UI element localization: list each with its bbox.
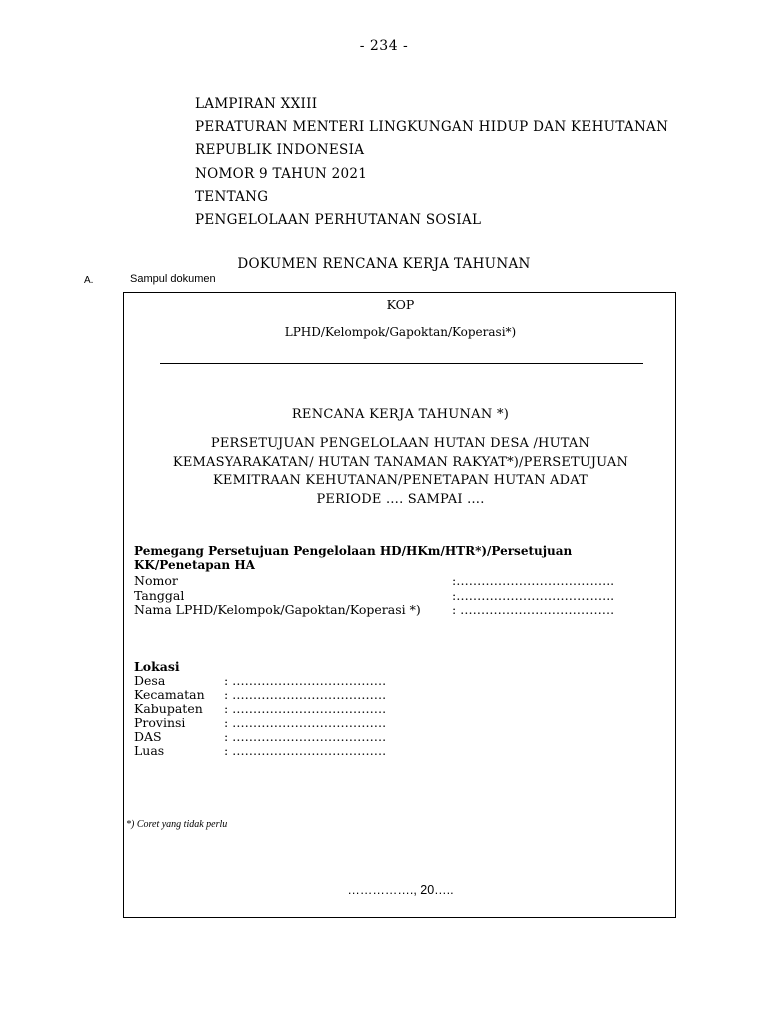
field-label-tanggal: Tanggal [134, 588, 185, 603]
location-label-kecamatan: Kecamatan [134, 687, 205, 702]
approval-line: PERIODE …. SAMPAI …. [316, 491, 485, 507]
field-label-nomor: Nomor [134, 573, 178, 588]
location-value-kabupaten: : ………………………………. [224, 701, 387, 716]
cover-page-box [123, 292, 676, 918]
location-value-kecamatan: : ………………………………. [224, 687, 387, 702]
location-value-luas: : ………………………………. [224, 743, 387, 758]
footnote: *) Coret yang tidak perlu [126, 819, 228, 830]
location-label-das: DAS [134, 729, 162, 744]
place-date-line: ……………., 20….. [347, 883, 454, 897]
header-line-attachment: LAMPIRAN XXIII [195, 96, 318, 112]
field-value-nomor: :……………………………….. [452, 573, 615, 588]
section-letter: A. [84, 275, 94, 286]
location-heading: Lokasi [134, 659, 180, 674]
regulation-header [195, 93, 668, 232]
holder-heading-line: Pemegang Persetujuan Pengelolaan HD/HKm/HTR*)/Persetujuan [134, 544, 573, 558]
section-label: Sampul dokumen [130, 273, 216, 285]
document-title: DOKUMEN RENCANA KERJA TAHUNAN [237, 256, 531, 272]
rkt-title: RENCANA KERJA TAHUNAN *) [291, 407, 510, 422]
holder-heading [134, 545, 572, 572]
holder-heading-line: KK/Penetapan HA [134, 557, 255, 572]
header-line-country: REPUBLIK INDONESIA [195, 142, 365, 159]
organization-label: LPHD/Kelompok/Gapoktan/Koperasi*) [284, 325, 517, 339]
field-value-nama: : ………………………………. [452, 602, 615, 617]
header-line-subject: PENGELOLAAN PERHUTANAN SOSIAL [195, 211, 482, 228]
location-value-provinsi: : ………………………………. [224, 715, 387, 730]
approval-line: KEMITRAAN KEHUTANAN/PENETAPAN HUTAN ADAT [213, 473, 588, 488]
location-label-desa: Desa [134, 673, 166, 688]
kop-label: KOP [386, 297, 415, 312]
field-value-tanggal: :……………………………….. [452, 588, 615, 603]
location-value-das: : ………………………………. [224, 729, 387, 744]
approval-line: KEMASYARAKATAN/ HUTAN TANAMAN RAKYAT*)/PERSETUJUAN [172, 454, 629, 470]
divider-line [160, 363, 643, 364]
approval-line: PERSETUJUAN PENGELOLAAN HUTAN DESA /HUTAN [210, 436, 591, 451]
field-label-nama: Nama LPHD/Kelompok/Gapoktan/Koperasi *) [134, 602, 421, 617]
header-line-about: TENTANG [195, 188, 269, 205]
location-label-kabupaten: Kabupaten [134, 701, 203, 716]
page-number: - 234 - [359, 38, 409, 54]
location-value-desa: : ………………………………. [224, 673, 387, 688]
header-line-number: NOMOR 9 TAHUN 2021 [195, 165, 368, 182]
location-label-luas: Luas [134, 743, 165, 758]
location-label-provinsi: Provinsi [134, 715, 186, 730]
header-line-regulation: PERATURAN MENTERI LINGKUNGAN HIDUP DAN KEHUTANAN [195, 119, 669, 136]
approval-title [124, 435, 677, 509]
